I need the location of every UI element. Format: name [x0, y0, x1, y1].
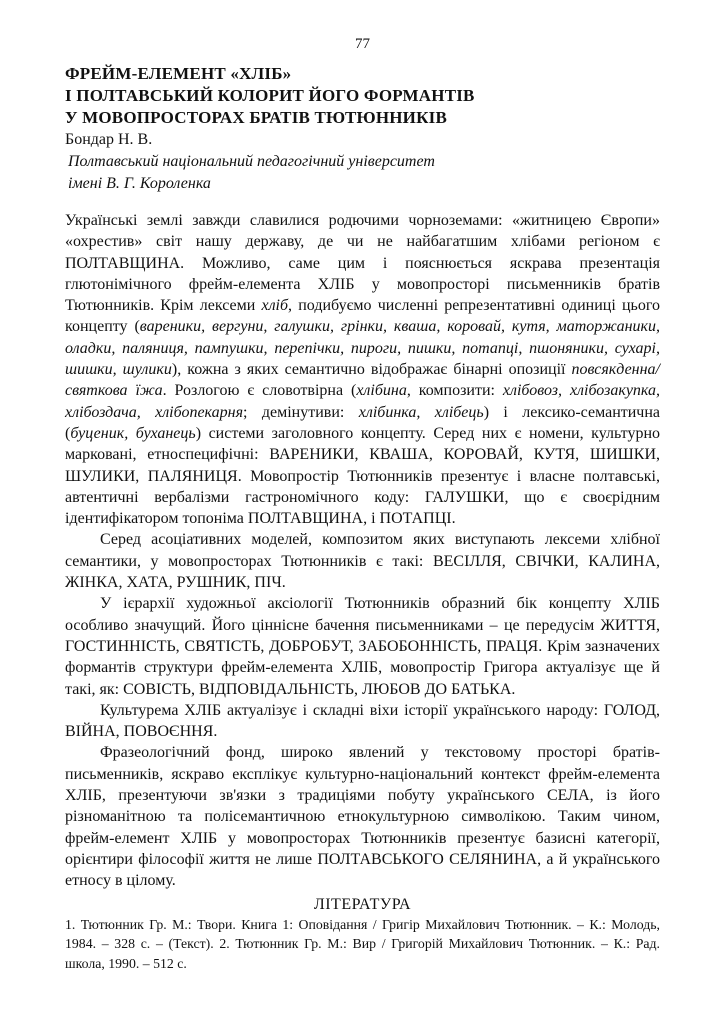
author-name: Бондар Н. В. — [65, 131, 153, 148]
page-number: 77 — [355, 36, 370, 52]
affiliation — [65, 151, 660, 195]
article-body — [65, 210, 660, 892]
italic-text-run: хліб — [261, 297, 289, 315]
affiliation-line-1: Полтавський національний педагогічний університет — [68, 153, 435, 170]
text-run: . Розлогою є словотвірна ( — [162, 382, 357, 400]
text-run: ) і лексико-семантична ( — [65, 403, 661, 442]
title-line-3: У МОВОПРОСТОРАХ БРАТІВ ТЮТЮННИКІВ — [65, 108, 447, 127]
text-run: Фразеологічний фонд, широко явлений у текстовому просторі братів-письменників, яскраво експлікує культурно-національний контекст фрейм-елемента ХЛІБ, презентуючи зв'язки з традиціями побуту українського СЕЛА, із його різноманітною та полісемантичною етнокультурною символікою. Таким чином, фрейм-елемент ХЛІБ у мовопросторах Тютюнників презентує базисні категорії, орієнтири філософії життя не лише ПОЛТАВСЬКОГО СЕЛЯНИНА, а й українського етносу в цілому. — [65, 744, 660, 890]
text-run: ; демінутиви: — [243, 403, 359, 421]
text-run: Культурема ХЛІБ актуалізує і складні віхи історії українського народу: ГОЛОД, ВІЙНА, ПОВОЄННЯ. — [65, 701, 660, 741]
text-run: , подибуємо численні репрезентативні одиниці цього концепту ( — [65, 297, 660, 336]
body-paragraph — [65, 529, 660, 593]
title-line-2: І ПОЛТАВСЬКИЙ КОЛОРИТ ЙОГО ФОРМАНТІВ — [65, 86, 475, 105]
literature-heading: ЛІТЕРАТУРА — [313, 895, 412, 913]
italic-text-run: хлібина — [356, 382, 407, 400]
body-paragraph — [65, 593, 660, 699]
text-run: У ієрархії художньої аксіології Тютюнників образний бік концепту ХЛІБ особливо значущий. Його ціннісне бачення письменниками – це передусім ЖИТТЯ, ГОСТИННІСТЬ, СВЯТІСТЬ, ДОБРОБУТ, ЗАБОБОННІСТЬ, ПРАЦЯ. Крім зазначених формантів структури фрейм-елемента ХЛІБ, мовопростір Григора актуалізує ще й такі, як: СОВІСТЬ, ВІДПОВІДАЛЬНІСТЬ, ЛЮБОВ ДО БАТЬКА. — [65, 595, 660, 698]
italic-text-run: повсякденна/ святкова їжа — [65, 361, 660, 400]
affiliation-line-2: імені В. Г. Короленка — [68, 175, 211, 192]
text-run: Серед асоціативних моделей, композитом яких виступають лексеми хлібної семантики, у мовопросторах Тютюнників є такі: ВЕСІЛЛЯ, СВІЧКИ, КАЛИНА, ЖІНКА, ХАТА, РУШНИК, ПІЧ. — [65, 531, 660, 592]
literature-entries: 1. Тютюнник Гр. М.: Твори. Книга 1: Оповідання / Григір Михайлович Тютюнник. – К.: Молодь, 1984. – 328 с. – (Текст). 2. Тютюнник Гр. М.: Вир / Григорій Михайлович Тютюнник. – К.: Рад. школа, 1990. – 512 с. — [65, 916, 660, 971]
text-run: Українські землі завжди славилися родючими чорноземами: «житницею Європи» «охрестив» світ нашу державу, де чи не найбагатшим хлібами регіоном є ПОЛТАВЩИНА. Можливо, саме цим і пояснюється яскрава презентація глютонімічного фрейм-елемента ХЛІБ у мовопросторі письменників братів Тютюнників. Крім лексеми — [65, 212, 660, 315]
body-paragraph — [65, 210, 660, 529]
body-paragraph — [65, 700, 660, 743]
text-run: , композити: — [406, 382, 503, 400]
title-line-1: ФРЕЙМ-ЕЛЕМЕНТ «ХЛІБ» — [65, 64, 292, 83]
text-run: ) системи заголовного концепту. Серед них є номени, культурно марковані, етноспецифічні: ВАРЕНИКИ, КВАША, КОРОВАЙ, КУТЯ, ШИШКИ, ШУЛИКИ, ПАЛЯНИЦЯ. Мовопростір Тютюнників презентує і власне полтавські, автентичні вербалізми гастрономічного коду: ГАЛУШКИ, що є своєрідним ідентифікатором топоніма ПОЛТАВЩИНА, і ПОТАПЦІ. — [65, 424, 661, 528]
italic-text-run: вареники, вергуни, галушки, грінки, кваша, коровай, кутя, маторжаники, оладки, паляниця, пампушки, перепічки, пироги, пишки, потапці, пшоняники, сухарі, шишки, шулики — [65, 318, 661, 379]
article-title — [65, 63, 660, 129]
body-paragraph — [65, 742, 660, 891]
text-run: ), кожна з яких семантично відображає бінарні опозиції — [171, 361, 572, 379]
italic-text-run: хлібинка, хлібець — [358, 403, 484, 421]
italic-text-run: хлібовоз, хлібозакупка, хлібоздача, хлібопекарня — [65, 382, 661, 421]
italic-text-run: буценик, буханець — [70, 424, 196, 442]
